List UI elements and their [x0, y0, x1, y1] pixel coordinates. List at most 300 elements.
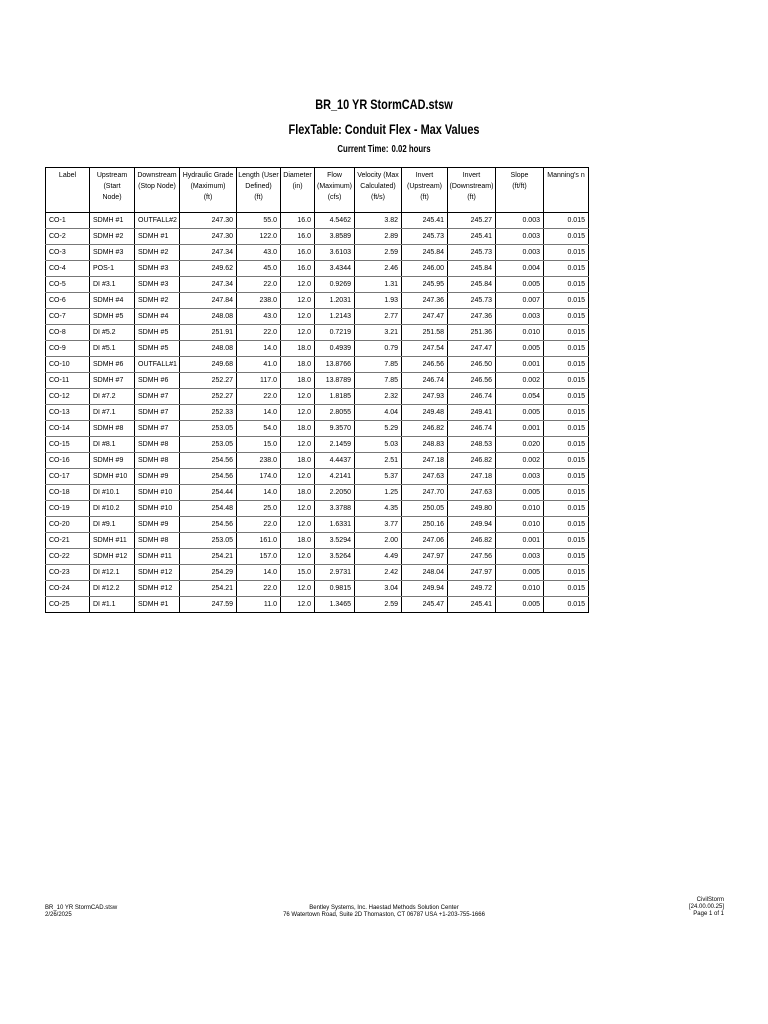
table-cell: SDMH #2: [135, 293, 180, 309]
column-header-line: (cfs): [327, 194, 342, 201]
table-cell: CO-11: [46, 373, 90, 389]
column-header-line: Manning's n: [547, 172, 585, 179]
table-cell: 249.72: [448, 581, 496, 597]
table-cell: 249.48: [402, 405, 448, 421]
column-header: [355, 168, 402, 213]
table-cell: SDMH #1: [135, 229, 180, 245]
table-cell: SDMH #10: [90, 469, 135, 485]
table-cell: CO-4: [46, 261, 90, 277]
table-cell: 0.4939: [315, 341, 355, 357]
footer-file-name: BR_10 YR StormCAD.stsw: [45, 905, 118, 911]
table-cell: 0.005: [496, 341, 544, 357]
table-cell: CO-6: [46, 293, 90, 309]
table-cell: SDMH #8: [135, 533, 180, 549]
table-cell: 0.001: [496, 421, 544, 437]
column-header-line: (Maximum): [190, 183, 226, 190]
table-cell: DI #3.1: [90, 277, 135, 293]
table-cell: 0.005: [496, 597, 544, 613]
table-cell: 3.8589: [315, 229, 355, 245]
table-cell: SDMH #2: [90, 229, 135, 245]
column-header-line: (Maximum): [317, 183, 352, 190]
table-cell: 14.0: [237, 405, 281, 421]
column-header-line: (in): [292, 183, 303, 190]
table-row: [46, 469, 589, 485]
table-cell: SDMH #2: [135, 245, 180, 261]
table-cell: 254.21: [180, 581, 237, 597]
table-cell: 252.27: [180, 373, 237, 389]
table-cell: SDMH #5: [135, 341, 180, 357]
table-cell: 251.36: [448, 325, 496, 341]
table-cell: 0.015: [544, 325, 589, 341]
table-cell: 247.59: [180, 597, 237, 613]
table-cell: 0.002: [496, 373, 544, 389]
table-cell: 0.015: [544, 501, 589, 517]
table-cell: CO-20: [46, 517, 90, 533]
table-cell: 245.41: [402, 213, 448, 229]
column-header-line: Invert: [462, 172, 481, 179]
table-cell: 2.46: [355, 261, 402, 277]
table-cell: 4.49: [355, 549, 402, 565]
table-cell: 45.0: [237, 261, 281, 277]
table-cell: 246.74: [448, 389, 496, 405]
table-cell: 245.95: [402, 277, 448, 293]
table-cell: 0.015: [544, 293, 589, 309]
table-cell: CO-21: [46, 533, 90, 549]
table-cell: 247.63: [448, 485, 496, 501]
table-cell: 12.0: [281, 437, 315, 453]
table-cell: 0.015: [544, 597, 589, 613]
column-header: [448, 168, 496, 213]
table-cell: 2.32: [355, 389, 402, 405]
column-header: [281, 168, 315, 213]
table-cell: 3.21: [355, 325, 402, 341]
table-cell: CO-25: [46, 597, 90, 613]
table-cell: 245.27: [448, 213, 496, 229]
table-cell: 0.005: [496, 565, 544, 581]
table-cell: 0.004: [496, 261, 544, 277]
table-cell: SDMH #10: [135, 501, 180, 517]
table-cell: 12.0: [281, 389, 315, 405]
table-cell: 0.003: [496, 213, 544, 229]
table-cell: 2.51: [355, 453, 402, 469]
footer-company: Bentley Systems, Inc. Haestad Methods Solution Center: [309, 905, 459, 911]
table-cell: 4.5462: [315, 213, 355, 229]
table-cell: 247.54: [402, 341, 448, 357]
table-cell: 18.0: [281, 485, 315, 501]
table-cell: 247.34: [180, 245, 237, 261]
table-cell: CO-13: [46, 405, 90, 421]
table-cell: 7.85: [355, 357, 402, 373]
table-cell: 22.0: [237, 389, 281, 405]
table-cell: CO-2: [46, 229, 90, 245]
table-cell: 248.53: [448, 437, 496, 453]
table-cell: 157.0: [237, 549, 281, 565]
table-cell: 246.82: [448, 533, 496, 549]
table-cell: 0.015: [544, 229, 589, 245]
table-cell: 43.0: [237, 245, 281, 261]
table-cell: 18.0: [281, 341, 315, 357]
table-cell: 12.0: [281, 277, 315, 293]
column-header: [46, 168, 90, 213]
table-cell: 248.08: [180, 341, 237, 357]
table-cell: 247.47: [448, 341, 496, 357]
table-cell: 18.0: [281, 357, 315, 373]
table-row: [46, 373, 589, 389]
table-cell: SDMH #12: [90, 549, 135, 565]
table-cell: DI #10.1: [90, 485, 135, 501]
table-cell: 2.1459: [315, 437, 355, 453]
table-cell: 238.0: [237, 293, 281, 309]
table-cell: 3.04: [355, 581, 402, 597]
column-header: [90, 168, 135, 213]
table-cell: 247.56: [448, 549, 496, 565]
footer-center: [234, 905, 534, 919]
table-cell: 247.18: [402, 453, 448, 469]
table-cell: 251.58: [402, 325, 448, 341]
footer-left: [45, 905, 117, 919]
column-header-line: Upstream (Start: [96, 172, 128, 190]
table-cell: 0.7219: [315, 325, 355, 341]
table-cell: 1.93: [355, 293, 402, 309]
table-cell: CO-10: [46, 357, 90, 373]
table-header-row: [46, 168, 589, 213]
table-cell: 122.0: [237, 229, 281, 245]
table-cell: 249.68: [180, 357, 237, 373]
footer-version: [24.00.00.25]: [688, 904, 724, 910]
table-cell: SDMH #9: [135, 469, 180, 485]
table-cell: 248.83: [402, 437, 448, 453]
table-cell: 15.0: [237, 437, 281, 453]
table-cell: 22.0: [237, 581, 281, 597]
table-cell: 0.015: [544, 421, 589, 437]
table-cell: 0.015: [544, 533, 589, 549]
table-cell: 0.003: [496, 469, 544, 485]
table-cell: 0.015: [544, 549, 589, 565]
table-cell: 252.27: [180, 389, 237, 405]
table-cell: 22.0: [237, 517, 281, 533]
table-cell: 1.3465: [315, 597, 355, 613]
table-cell: 22.0: [237, 325, 281, 341]
table-cell: 0.010: [496, 517, 544, 533]
table-cell: 252.33: [180, 405, 237, 421]
table-cell: CO-22: [46, 549, 90, 565]
table-cell: 0.005: [496, 277, 544, 293]
column-header-line: Hydraulic Grade: [182, 172, 234, 179]
table-cell: 245.41: [448, 229, 496, 245]
column-header: [402, 168, 448, 213]
table-cell: 0.010: [496, 581, 544, 597]
table-cell: SDMH #9: [135, 517, 180, 533]
table-cell: 254.44: [180, 485, 237, 501]
table-cell: 14.0: [237, 565, 281, 581]
table-cell: CO-19: [46, 501, 90, 517]
table-cell: SDMH #11: [90, 533, 135, 549]
table-cell: 117.0: [237, 373, 281, 389]
table-cell: CO-7: [46, 309, 90, 325]
column-header-line: (ft/s): [371, 194, 385, 201]
table-cell: 12.0: [281, 405, 315, 421]
table-cell: 246.74: [402, 373, 448, 389]
table-cell: 3.77: [355, 517, 402, 533]
table-body: [46, 213, 589, 613]
table-cell: 3.4344: [315, 261, 355, 277]
column-header: [180, 168, 237, 213]
footer-address: 76 Watertown Road, Suite 2D Thomaston, CT 06787 USA +1-203-755-1666: [283, 912, 485, 918]
footer-right: [689, 897, 724, 918]
table-row: [46, 581, 589, 597]
table-cell: 247.36: [448, 309, 496, 325]
table-cell: 0.003: [496, 309, 544, 325]
table-cell: SDMH #5: [90, 309, 135, 325]
table-row: [46, 389, 589, 405]
table-row: [46, 549, 589, 565]
column-header: [315, 168, 355, 213]
table-row: [46, 213, 589, 229]
table-cell: 4.35: [355, 501, 402, 517]
column-header-line: Label: [58, 172, 77, 179]
table-cell: SDMH #4: [90, 293, 135, 309]
table-cell: 3.5294: [315, 533, 355, 549]
table-cell: 161.0: [237, 533, 281, 549]
table-cell: 0.015: [544, 485, 589, 501]
table-cell: 12.0: [281, 517, 315, 533]
table-cell: 0.007: [496, 293, 544, 309]
table-cell: 0.020: [496, 437, 544, 453]
table-cell: 0.015: [544, 581, 589, 597]
table-cell: CO-3: [46, 245, 90, 261]
table-cell: 11.0: [237, 597, 281, 613]
table-cell: 22.0: [237, 277, 281, 293]
table-cell: 248.04: [402, 565, 448, 581]
table-cell: SDMH #3: [135, 277, 180, 293]
table-cell: 0.001: [496, 357, 544, 373]
column-header: [237, 168, 281, 213]
table-cell: 248.08: [180, 309, 237, 325]
table-cell: 0.054: [496, 389, 544, 405]
table-cell: 245.41: [448, 597, 496, 613]
table-cell: 254.56: [180, 517, 237, 533]
table-cell: 245.84: [448, 277, 496, 293]
table-cell: 2.59: [355, 597, 402, 613]
table-cell: SDMH #3: [90, 245, 135, 261]
table-cell: SDMH #8: [90, 421, 135, 437]
column-header-line: Defined): [245, 183, 272, 190]
table-cell: 245.47: [402, 597, 448, 613]
table-cell: 14.0: [237, 485, 281, 501]
table-cell: SDMH #12: [135, 581, 180, 597]
column-header-line: (ft): [254, 194, 263, 201]
table-cell: 0.9815: [315, 581, 355, 597]
table-cell: 0.001: [496, 533, 544, 549]
table-row: [46, 357, 589, 373]
current-time: [84, 144, 683, 155]
column-header-line: Flow: [327, 172, 342, 179]
table-row: [46, 293, 589, 309]
table-cell: 0.005: [496, 405, 544, 421]
column-header-line: Diameter: [283, 172, 312, 179]
table-cell: 247.70: [402, 485, 448, 501]
table-cell: 4.04: [355, 405, 402, 421]
table-cell: 0.79: [355, 341, 402, 357]
table-cell: 254.21: [180, 549, 237, 565]
table-cell: 1.6331: [315, 517, 355, 533]
column-header-line: Length (User: [238, 172, 279, 179]
table-cell: CO-14: [46, 421, 90, 437]
table-cell: 247.36: [402, 293, 448, 309]
column-header-line: (ft/ft): [512, 183, 527, 190]
table-cell: 0.015: [544, 277, 589, 293]
table-cell: SDMH #1: [90, 213, 135, 229]
table-row: [46, 485, 589, 501]
table-row: [46, 309, 589, 325]
table-row: [46, 421, 589, 437]
table-cell: 13.8789: [315, 373, 355, 389]
table-cell: CO-12: [46, 389, 90, 405]
column-header-line: Node): [102, 194, 122, 201]
table-cell: SDMH #12: [135, 565, 180, 581]
table-cell: 249.62: [180, 261, 237, 277]
table-cell: 253.05: [180, 437, 237, 453]
table-cell: 0.003: [496, 229, 544, 245]
table-cell: 247.30: [180, 229, 237, 245]
table-cell: CO-9: [46, 341, 90, 357]
table-cell: 246.82: [402, 421, 448, 437]
table-cell: 249.94: [448, 517, 496, 533]
table-cell: SDMH #1: [135, 597, 180, 613]
table-cell: SDMH #4: [135, 309, 180, 325]
table-cell: 5.37: [355, 469, 402, 485]
column-header-line: (Stop Node): [138, 183, 176, 190]
table-row: [46, 277, 589, 293]
table-row: [46, 517, 589, 533]
table-cell: 1.25: [355, 485, 402, 501]
table-cell: 247.97: [402, 549, 448, 565]
table-cell: 2.77: [355, 309, 402, 325]
table-cell: 245.84: [448, 261, 496, 277]
table-cell: 253.05: [180, 533, 237, 549]
table-cell: 0.010: [496, 325, 544, 341]
table-cell: SDMH #9: [90, 453, 135, 469]
table-cell: 246.50: [448, 357, 496, 373]
table-cell: 25.0: [237, 501, 281, 517]
table-cell: DI #7.1: [90, 405, 135, 421]
table-row: [46, 325, 589, 341]
table-cell: 253.05: [180, 421, 237, 437]
table-cell: SDMH #7: [135, 389, 180, 405]
table-cell: 16.0: [281, 213, 315, 229]
table-cell: 247.84: [180, 293, 237, 309]
table-cell: 12.0: [281, 325, 315, 341]
table-cell: 15.0: [281, 565, 315, 581]
table-row: [46, 405, 589, 421]
column-header: [135, 168, 180, 213]
table-cell: CO-5: [46, 277, 90, 293]
table-cell: 247.93: [402, 389, 448, 405]
table-cell: 0.015: [544, 453, 589, 469]
table-cell: DI #5.1: [90, 341, 135, 357]
current-time-label: Current Time:: [337, 144, 389, 155]
table-cell: 54.0: [237, 421, 281, 437]
table-cell: 12.0: [281, 581, 315, 597]
table-cell: 247.30: [180, 213, 237, 229]
table-cell: SDMH #3: [135, 261, 180, 277]
table-cell: DI #1.1: [90, 597, 135, 613]
table-cell: 2.42: [355, 565, 402, 581]
table-cell: 0.015: [544, 245, 589, 261]
table-cell: 0.002: [496, 453, 544, 469]
table-cell: 16.0: [281, 261, 315, 277]
table-cell: CO-15: [46, 437, 90, 453]
column-header: [544, 168, 589, 213]
table-cell: 5.03: [355, 437, 402, 453]
table-cell: 247.47: [402, 309, 448, 325]
table-cell: SDMH #7: [90, 373, 135, 389]
table-cell: CO-16: [46, 453, 90, 469]
table-cell: 12.0: [281, 293, 315, 309]
table-cell: 4.2141: [315, 469, 355, 485]
table-cell: 0.015: [544, 405, 589, 421]
table-cell: 1.2031: [315, 293, 355, 309]
table-cell: 2.9731: [315, 565, 355, 581]
table-cell: 0.015: [544, 389, 589, 405]
table-row: [46, 453, 589, 469]
table-cell: 0.015: [544, 357, 589, 373]
column-header-line: Downstream: [137, 172, 177, 179]
column-header-line: (ft): [203, 194, 213, 201]
column-header-line: (Upstream): [406, 183, 442, 190]
table-cell: 18.0: [281, 421, 315, 437]
table-cell: 247.63: [402, 469, 448, 485]
table-cell: 7.85: [355, 373, 402, 389]
conduit-flex-table: [45, 167, 589, 613]
table-cell: SDMH #8: [135, 437, 180, 453]
table-cell: DI #7.2: [90, 389, 135, 405]
table-cell: 0.015: [544, 517, 589, 533]
table-cell: 246.56: [448, 373, 496, 389]
file-title: BR_10 YR StormCAD.stsw: [315, 96, 453, 112]
table-cell: 0.010: [496, 501, 544, 517]
table-cell: 3.3788: [315, 501, 355, 517]
table-cell: 2.59: [355, 245, 402, 261]
table-cell: 254.56: [180, 453, 237, 469]
table-cell: 247.06: [402, 533, 448, 549]
table-cell: 2.89: [355, 229, 402, 245]
column-header-line: Calculated): [360, 183, 396, 190]
table-cell: CO-17: [46, 469, 90, 485]
table-cell: SDMH #6: [90, 357, 135, 373]
table-cell: 5.29: [355, 421, 402, 437]
table-cell: 246.74: [448, 421, 496, 437]
table-row: [46, 501, 589, 517]
column-header-line: (ft): [420, 194, 429, 201]
table-cell: 0.015: [544, 469, 589, 485]
table-cell: 12.0: [281, 549, 315, 565]
table-row: [46, 437, 589, 453]
footer-page-number: Page 1 of 1: [693, 911, 724, 917]
table-cell: 0.005: [496, 485, 544, 501]
table-cell: DI #5.2: [90, 325, 135, 341]
table-cell: 3.5264: [315, 549, 355, 565]
table-cell: 254.48: [180, 501, 237, 517]
table-cell: 18.0: [281, 453, 315, 469]
table-cell: 2.8055: [315, 405, 355, 421]
table-cell: 14.0: [237, 341, 281, 357]
table-cell: 3.6103: [315, 245, 355, 261]
table-cell: 174.0: [237, 469, 281, 485]
column-header: [496, 168, 544, 213]
table-cell: 0.003: [496, 245, 544, 261]
table-cell: 3.82: [355, 213, 402, 229]
